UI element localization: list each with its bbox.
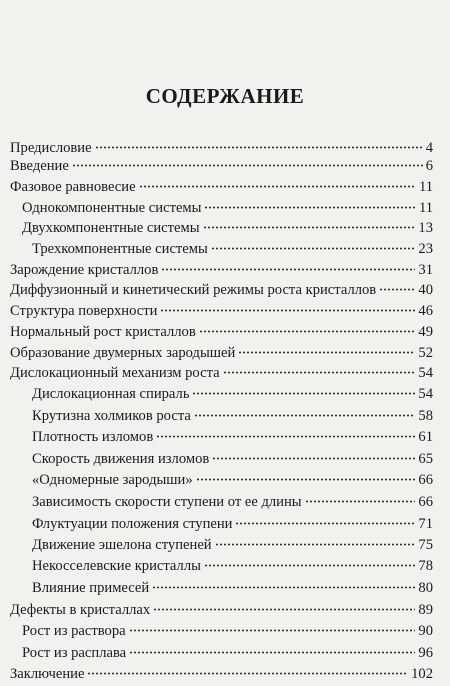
toc-entry bbox=[32, 384, 433, 404]
toc-entry-page: 11 bbox=[418, 179, 433, 195]
toc-entry bbox=[32, 427, 433, 447]
toc-entry-label: Трехкомпонентные системы bbox=[32, 241, 208, 257]
toc-entry bbox=[10, 301, 433, 321]
toc-leader-dots bbox=[87, 667, 408, 675]
toc-entry bbox=[22, 218, 433, 238]
toc-entry bbox=[32, 578, 433, 598]
toc-entry bbox=[10, 600, 433, 620]
toc-entry-page: 71 bbox=[418, 516, 433, 532]
toc-entry bbox=[32, 535, 433, 555]
toc-entry-page: 75 bbox=[418, 537, 433, 553]
toc-leader-dots bbox=[194, 409, 416, 417]
toc-entry bbox=[10, 343, 433, 363]
toc-entry-page: 23 bbox=[418, 241, 433, 257]
toc-leader-dots bbox=[152, 581, 415, 589]
toc-entry bbox=[10, 322, 433, 342]
toc-entry bbox=[32, 239, 433, 259]
toc-entry bbox=[10, 260, 433, 280]
toc-entry-label: Флуктуации положения ступени bbox=[32, 516, 233, 532]
toc-entry-label: Заключение bbox=[10, 666, 85, 682]
toc-entry-label: Некосселевские кристаллы bbox=[32, 558, 201, 574]
toc-entry-page: 49 bbox=[418, 324, 433, 340]
toc-entry bbox=[10, 664, 433, 684]
toc-leader-dots bbox=[160, 304, 415, 312]
toc-leader-dots bbox=[203, 221, 416, 229]
toc-entry-page: 80 bbox=[418, 580, 433, 596]
toc-leader-dots bbox=[235, 517, 415, 525]
toc-leader-dots bbox=[196, 473, 416, 481]
toc-entry-label: Зарождение кристаллов bbox=[10, 262, 159, 278]
toc-leader-dots bbox=[95, 141, 423, 149]
toc-entry bbox=[10, 363, 433, 383]
toc-entry-label: Влияние примесей bbox=[32, 580, 150, 596]
toc-entry-label: Скорость движения изломов bbox=[32, 451, 210, 467]
toc-entry-label: Дислокационный механизм роста bbox=[10, 365, 220, 381]
toc-entry-page: 52 bbox=[418, 345, 433, 361]
toc-leader-dots bbox=[192, 387, 415, 395]
toc-entry-page: 102 bbox=[411, 666, 433, 682]
toc-entry-page: 90 bbox=[418, 623, 433, 639]
toc-entry bbox=[32, 514, 433, 534]
toc-leader-dots bbox=[161, 263, 415, 271]
toc-leader-dots bbox=[215, 538, 416, 546]
toc-entry-label: Дислокационная спираль bbox=[32, 386, 190, 402]
toc-leader-dots bbox=[238, 346, 415, 354]
toc-entry-label: «Одномерные зародыши» bbox=[32, 472, 193, 488]
toc-leader-dots bbox=[305, 495, 416, 503]
toc-entry-page: 11 bbox=[418, 200, 433, 216]
toc-leader-dots bbox=[129, 646, 415, 654]
toc-entry-page: 13 bbox=[418, 220, 433, 236]
toc-entry-page: 4 bbox=[425, 140, 433, 156]
toc-leader-dots bbox=[379, 283, 415, 291]
toc-entry-label: Движение эшелона ступеней bbox=[32, 537, 212, 553]
toc-entry-page: 65 bbox=[418, 451, 433, 467]
toc-leader-dots bbox=[139, 180, 416, 188]
toc-entry-label: Диффузионный и кинетический режимы роста кристаллов bbox=[10, 282, 377, 298]
toc-entry-label: Предисловие bbox=[10, 140, 92, 156]
toc-entry bbox=[32, 492, 433, 512]
toc-entry-label: Крутизна холмиков роста bbox=[32, 408, 191, 424]
toc-leader-dots bbox=[199, 325, 416, 333]
toc-entry-label: Плотность изломов bbox=[32, 429, 154, 445]
toc-entry-label: Образование двумерных зародышей bbox=[10, 345, 236, 361]
toc-entry-label: Структура поверхности bbox=[10, 303, 158, 319]
toc-entry-page: 61 bbox=[418, 429, 433, 445]
toc-leader-dots bbox=[156, 430, 415, 438]
toc-entry bbox=[22, 643, 433, 663]
toc-entry bbox=[22, 198, 433, 218]
toc-entry bbox=[22, 621, 433, 641]
toc-entry-label: Введение bbox=[10, 158, 69, 174]
toc-entry-page: 46 bbox=[418, 303, 433, 319]
toc-entry-page: 89 bbox=[418, 602, 433, 618]
toc-entry-page: 66 bbox=[418, 472, 433, 488]
toc-entry bbox=[32, 449, 433, 469]
toc-entry-page: 96 bbox=[418, 645, 433, 661]
toc-entry-label: Фазовое равновесие bbox=[10, 179, 136, 195]
toc-leader-dots bbox=[211, 242, 416, 250]
toc-entry-page: 31 bbox=[418, 262, 433, 278]
toc-entry bbox=[10, 280, 433, 300]
toc-entry-label: Рост из раствора bbox=[22, 623, 126, 639]
toc-entry-label: Рост из расплава bbox=[22, 645, 127, 661]
toc-entry-page: 54 bbox=[418, 386, 433, 402]
toc-entry bbox=[10, 156, 433, 176]
toc-entry bbox=[32, 406, 433, 426]
toc-entry-label: Двухкомпонентные системы bbox=[22, 220, 200, 236]
toc-leader-dots bbox=[212, 452, 415, 460]
toc-entry bbox=[32, 556, 433, 576]
toc-entry-label: Однокомпонентные системы bbox=[22, 200, 202, 216]
toc-leader-dots bbox=[72, 159, 423, 167]
toc-entry-label: Нормальный рост кристаллов bbox=[10, 324, 196, 340]
toc-entry-page: 58 bbox=[418, 408, 433, 424]
toc-entry-page: 40 bbox=[418, 282, 433, 298]
toc-leader-dots bbox=[204, 201, 415, 209]
toc-entry-page: 66 bbox=[418, 494, 433, 510]
toc-leader-dots bbox=[204, 559, 415, 567]
toc-entry-label: Дефекты в кристаллах bbox=[10, 602, 151, 618]
toc-leader-dots bbox=[153, 603, 415, 611]
toc-entry-page: 6 bbox=[425, 158, 433, 174]
toc-entry bbox=[32, 470, 433, 490]
toc-leader-dots bbox=[223, 366, 416, 374]
toc-entry-label: Зависимость скорости ступени от ее длины bbox=[32, 494, 302, 510]
toc-entry bbox=[10, 177, 433, 197]
toc-leader-dots bbox=[129, 624, 416, 632]
toc-entry bbox=[10, 138, 433, 158]
toc-entry-page: 54 bbox=[418, 365, 433, 381]
page-title: СОДЕРЖАНИЕ bbox=[145, 84, 305, 108]
toc-entry-page: 78 bbox=[418, 558, 433, 574]
